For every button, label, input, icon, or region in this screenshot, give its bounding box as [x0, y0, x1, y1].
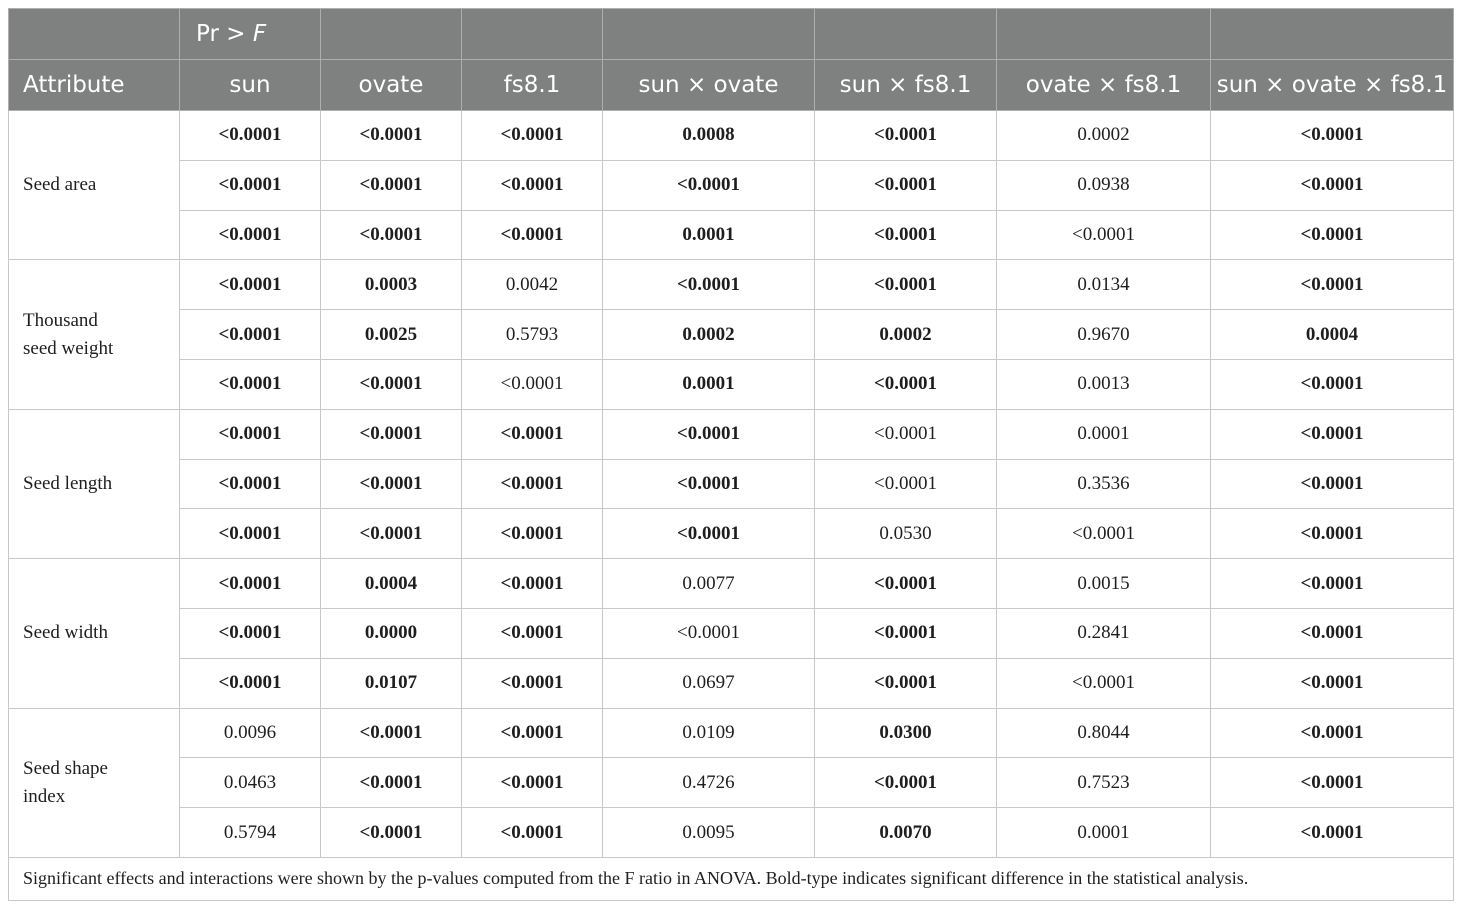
p-value-cell: 0.3536 [997, 459, 1211, 509]
column-header-sun-x-ovate-x-fs8-1: sun × ovate × fs8.1 [1211, 60, 1454, 111]
attribute-line: index [23, 785, 66, 807]
attribute-line: seed weight [23, 337, 114, 359]
p-value-cell: <0.0001 [462, 708, 603, 758]
p-value-cell: 0.0004 [1211, 310, 1454, 360]
p-value-cell: <0.0001 [815, 459, 997, 509]
p-value-cell: <0.0001 [1211, 708, 1454, 758]
footnote-row [9, 857, 1454, 900]
p-value-cell: 0.0107 [321, 658, 462, 708]
p-value-cell: <0.0001 [1211, 758, 1454, 808]
p-value-cell: 0.8044 [997, 708, 1211, 758]
p-value-cell: <0.0001 [603, 608, 815, 658]
table-row [9, 260, 1454, 310]
p-value-cell: <0.0001 [997, 658, 1211, 708]
p-value-cell: <0.0001 [1211, 509, 1454, 559]
table-row [9, 409, 1454, 459]
p-value-cell: <0.0001 [997, 509, 1211, 559]
p-value-cell: 0.0938 [997, 160, 1211, 210]
p-value-cell: 0.0077 [603, 559, 815, 609]
p-value-cell: <0.0001 [462, 160, 603, 210]
p-value-cell: <0.0001 [180, 409, 321, 459]
p-value-cell: 0.0096 [180, 708, 321, 758]
p-value-cell: <0.0001 [462, 459, 603, 509]
header-corner-cell [9, 9, 180, 60]
pr-f-label: Pr > [196, 21, 253, 47]
table-row [9, 559, 1454, 609]
table-row [9, 509, 1454, 559]
p-value-cell: 0.0070 [815, 808, 997, 858]
p-value-cell: 0.5794 [180, 808, 321, 858]
table-row [9, 808, 1454, 858]
p-value-cell: <0.0001 [321, 509, 462, 559]
p-value-cell: 0.0134 [997, 260, 1211, 310]
p-value-cell: <0.0001 [603, 509, 815, 559]
column-header-ovate: ovate [321, 60, 462, 111]
p-value-cell: <0.0001 [603, 260, 815, 310]
p-value-cell: <0.0001 [321, 708, 462, 758]
p-value-cell: <0.0001 [321, 210, 462, 260]
p-value-cell: <0.0001 [815, 160, 997, 210]
p-value-cell: <0.0001 [321, 111, 462, 161]
p-value-cell: 0.0095 [603, 808, 815, 858]
p-value-cell: <0.0001 [815, 111, 997, 161]
p-value-cell: <0.0001 [321, 359, 462, 409]
table-row [9, 210, 1454, 260]
p-value-cell: <0.0001 [1211, 459, 1454, 509]
p-value-cell: 0.0025 [321, 310, 462, 360]
p-value-cell: <0.0001 [1211, 210, 1454, 260]
attribute-cell: Seed area [9, 111, 180, 260]
pr-f-italic: F [252, 21, 267, 47]
attribute-cell [9, 260, 180, 409]
p-value-cell: <0.0001 [180, 608, 321, 658]
p-value-cell: 0.0001 [997, 409, 1211, 459]
p-value-cell: <0.0001 [815, 260, 997, 310]
p-value-cell: 0.0004 [321, 559, 462, 609]
p-value-cell: <0.0001 [321, 409, 462, 459]
p-value-cell: <0.0001 [1211, 559, 1454, 609]
p-value-cell: 0.0001 [603, 359, 815, 409]
column-header-sun-x-ovate: sun × ovate [603, 60, 815, 111]
table-row [9, 608, 1454, 658]
p-value-cell: <0.0001 [815, 559, 997, 609]
p-value-cell: 0.0001 [603, 210, 815, 260]
p-value-cell: 0.0013 [997, 359, 1211, 409]
p-value-cell: <0.0001 [462, 808, 603, 858]
p-value-cell: <0.0001 [462, 409, 603, 459]
p-value-cell: <0.0001 [1211, 160, 1454, 210]
table-row [9, 359, 1454, 409]
p-value-cell: <0.0001 [997, 210, 1211, 260]
p-value-cell: 0.9670 [997, 310, 1211, 360]
p-value-cell: <0.0001 [1211, 111, 1454, 161]
header-blank-cell [815, 9, 997, 60]
p-value-cell: 0.0002 [603, 310, 815, 360]
header-blank-cell [462, 9, 603, 60]
header-blank-cell [997, 9, 1211, 60]
p-value-cell: 0.0008 [603, 111, 815, 161]
p-value-cell: <0.0001 [462, 359, 603, 409]
p-value-cell: <0.0001 [462, 559, 603, 609]
p-value-cell: <0.0001 [180, 160, 321, 210]
p-value-cell: 0.0001 [997, 808, 1211, 858]
p-value-cell: <0.0001 [815, 409, 997, 459]
p-value-cell: <0.0001 [180, 509, 321, 559]
attribute-line: Thousand [23, 309, 98, 331]
p-value-cell: <0.0001 [321, 160, 462, 210]
p-value-cell: <0.0001 [180, 260, 321, 310]
p-value-cell: <0.0001 [462, 608, 603, 658]
attribute-cell: Seed width [9, 559, 180, 708]
column-header-sun: sun [180, 60, 321, 111]
p-value-cell: <0.0001 [180, 210, 321, 260]
p-value-cell: 0.7523 [997, 758, 1211, 808]
anova-p-value-table [8, 8, 1454, 901]
p-value-cell: <0.0001 [1211, 658, 1454, 708]
p-value-cell: <0.0001 [815, 210, 997, 260]
table-row [9, 160, 1454, 210]
attribute-line: Seed shape [23, 757, 108, 779]
header-row-columns [9, 60, 1454, 111]
p-value-cell: 0.0002 [997, 111, 1211, 161]
p-value-cell: <0.0001 [180, 459, 321, 509]
attribute-cell [9, 708, 180, 857]
p-value-cell: <0.0001 [462, 210, 603, 260]
p-value-cell: 0.0530 [815, 509, 997, 559]
p-value-cell: <0.0001 [815, 758, 997, 808]
header-blank-cell [321, 9, 462, 60]
p-value-cell: <0.0001 [180, 111, 321, 161]
p-value-cell: <0.0001 [1211, 808, 1454, 858]
table-row [9, 111, 1454, 161]
p-value-cell: 0.0300 [815, 708, 997, 758]
header-row-group [9, 9, 1454, 60]
p-value-cell: 0.0463 [180, 758, 321, 808]
table-row [9, 310, 1454, 360]
p-value-cell: <0.0001 [321, 808, 462, 858]
p-value-cell: 0.0697 [603, 658, 815, 708]
p-value-cell: 0.0002 [815, 310, 997, 360]
column-header-sun-x-fs8-1: sun × fs8.1 [815, 60, 997, 111]
p-value-cell: <0.0001 [180, 359, 321, 409]
table-row [9, 459, 1454, 509]
table-row [9, 658, 1454, 708]
p-value-cell: <0.0001 [321, 758, 462, 808]
p-value-cell: <0.0001 [603, 459, 815, 509]
p-value-cell: <0.0001 [462, 111, 603, 161]
attribute-column-header: Attribute [9, 60, 180, 111]
p-value-cell: <0.0001 [180, 310, 321, 360]
anova-table-container [8, 8, 1453, 901]
p-value-cell: 0.0109 [603, 708, 815, 758]
p-value-cell: <0.0001 [1211, 260, 1454, 310]
p-value-cell: 0.0015 [997, 559, 1211, 609]
p-value-cell: 0.0042 [462, 260, 603, 310]
p-value-cell: 0.0000 [321, 608, 462, 658]
attribute-cell: Seed length [9, 409, 180, 558]
header-blank-cell [603, 9, 815, 60]
p-value-cell: 0.0003 [321, 260, 462, 310]
p-value-cell: <0.0001 [180, 658, 321, 708]
pr-f-header [180, 9, 321, 60]
p-value-cell: 0.2841 [997, 608, 1211, 658]
table-row [9, 708, 1454, 758]
column-header-fs8-1: fs8.1 [462, 60, 603, 111]
p-value-cell: <0.0001 [815, 608, 997, 658]
p-value-cell: <0.0001 [462, 509, 603, 559]
p-value-cell: <0.0001 [462, 758, 603, 808]
p-value-cell: <0.0001 [815, 658, 997, 708]
table-body [9, 111, 1454, 858]
p-value-cell: <0.0001 [462, 658, 603, 708]
p-value-cell: 0.5793 [462, 310, 603, 360]
p-value-cell: <0.0001 [321, 459, 462, 509]
p-value-cell: <0.0001 [180, 559, 321, 609]
header-blank-cell [1211, 9, 1454, 60]
p-value-cell: <0.0001 [1211, 409, 1454, 459]
column-header-ovate-x-fs8-1: ovate × fs8.1 [997, 60, 1211, 111]
p-value-cell: <0.0001 [815, 359, 997, 409]
p-value-cell: <0.0001 [1211, 608, 1454, 658]
p-value-cell: 0.4726 [603, 758, 815, 808]
table-row [9, 758, 1454, 808]
p-value-cell: <0.0001 [1211, 359, 1454, 409]
p-value-cell: <0.0001 [603, 409, 815, 459]
footnote: Significant effects and interactions were shown by the p-values computed from the F ratio in ANOVA. Bold-type indicates significant difference in the statistical analysis. [9, 857, 1454, 900]
p-value-cell: <0.0001 [603, 160, 815, 210]
